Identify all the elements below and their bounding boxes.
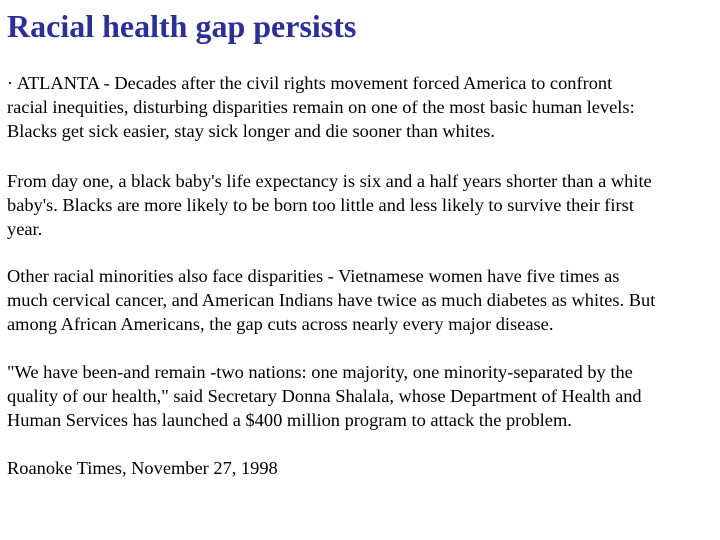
paragraph-line: among African Americans, the gap cuts across nearly every major disease. bbox=[7, 314, 554, 334]
source-citation bbox=[7, 456, 717, 480]
paragraph-line: Blacks get sick easier, stay sick longer and die sooner than whites. bbox=[7, 121, 496, 141]
paragraph-quote bbox=[7, 360, 717, 432]
paragraph-line: baby's. Blacks are more likely to be born too little and less likely to survive their first bbox=[7, 195, 634, 215]
paragraph-other-minorities bbox=[7, 264, 717, 336]
paragraph-life-expectancy bbox=[7, 169, 717, 241]
paragraph-line: Other racial minorities also face disparities - Vietnamese women have five times as bbox=[7, 266, 620, 286]
paragraph-line: much cervical cancer, and American Indians have twice as much diabetes as whites. But bbox=[7, 290, 656, 310]
paragraph-line: "We have been-and remain -two nations: one majority, one minority-separated by the bbox=[7, 362, 633, 382]
paragraph-line: From day one, a black baby's life expectancy is six and a half years shorter than a white bbox=[7, 171, 652, 191]
paragraph-line: racial inequities, disturbing disparities remain on one of the most basic human levels: bbox=[7, 97, 635, 117]
paragraph-line: year. bbox=[7, 219, 43, 239]
paragraph-line: Human Services has launched a $400 million program to attack the problem. bbox=[7, 410, 572, 430]
paragraph-line: · ATLANTA - Decades after the civil rights movement forced America to confront bbox=[7, 73, 613, 93]
paragraph-line: quality of our health," said Secretary Donna Shalala, whose Department of Health and bbox=[7, 386, 642, 406]
paragraph-lede bbox=[7, 71, 717, 143]
citation-line: Roanoke Times, November 27, 1998 bbox=[7, 458, 278, 478]
article-title: Racial health gap persists bbox=[7, 8, 357, 44]
